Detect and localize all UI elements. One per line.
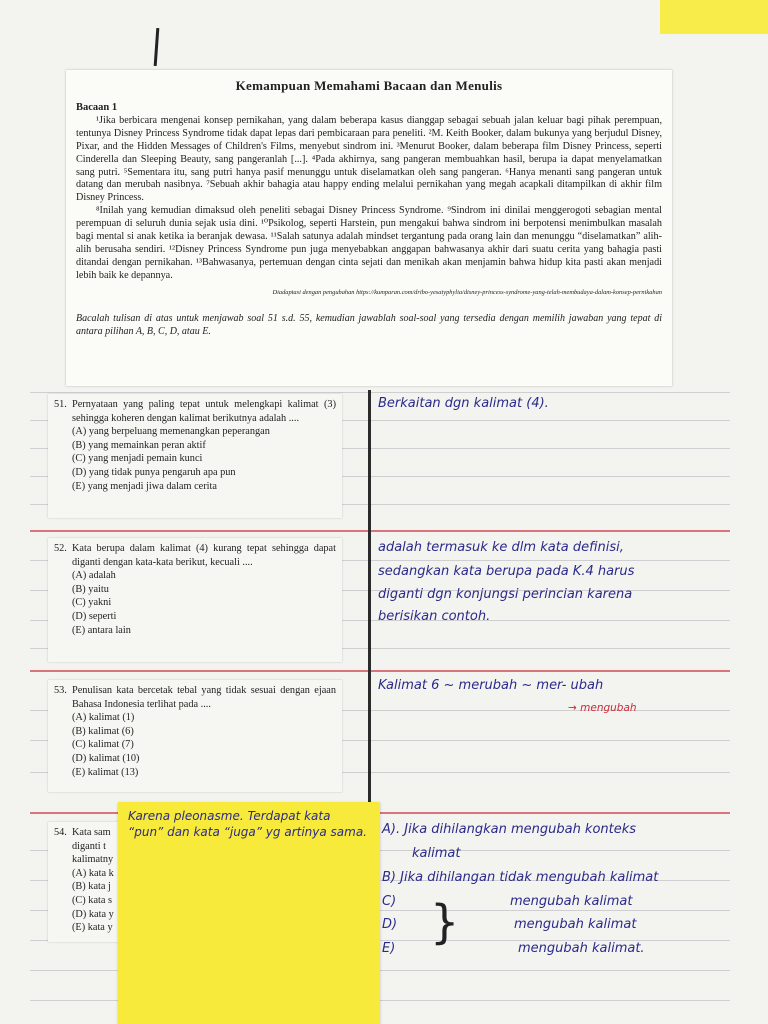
question-stem-line2: diganti t (72, 840, 107, 852)
handwritten-note-52-line1: adalah termasuk ke dlm kata definisi, (378, 540, 624, 555)
handwritten-note-53: Kalimat 6 ~ merubah ~ mer- ubah (378, 678, 604, 693)
option-c[interactable]: (C) yakni (72, 597, 112, 609)
handwritten-note-54-d: mengubah kalimat (514, 917, 637, 932)
reading-passage (66, 70, 672, 386)
handwritten-note-54-c-label: C) (382, 894, 397, 909)
margin-rule (368, 390, 371, 810)
handwritten-brace: } (430, 895, 460, 949)
handwritten-note-52-line4: berisikan contoh. (378, 609, 491, 624)
handwritten-note-54-d-label: D) (382, 917, 398, 932)
option-e[interactable]: (E) kalimat (13) (72, 766, 139, 778)
option-b[interactable]: (B) yang memainkan peran aktif (72, 439, 206, 451)
option-a[interactable]: (A) yang berpeluang memenangkan peperangan (72, 426, 270, 438)
question-number: 51. (54, 399, 67, 410)
option-d[interactable]: (D) kata y (72, 908, 114, 920)
question-stem: Kata berupa dalam kalimat (4) kurang tepat sehingga dapat diganti dengan kata-kata berikut, kecuali .... (72, 543, 336, 568)
question-number: 54. (54, 827, 67, 838)
question-51 (48, 394, 342, 518)
handwritten-note-52-line3: diganti dgn konjungsi perincian karena (378, 587, 633, 602)
option-d[interactable]: (D) yang tidak punya pengaruh apa pun (72, 466, 236, 478)
option-e[interactable]: (E) kata y (72, 922, 113, 934)
sticky-note-text: Karena pleonasme. Terdapat kata “pun” dan kata “juga” yg artinya sama. (128, 809, 367, 839)
option-b[interactable]: (B) kalimat (6) (72, 725, 134, 737)
handwritten-note-54-e-label: E) (382, 941, 396, 956)
passage-instruction: Bacalah tulisan di atas untuk menjawab soal 51 s.d. 55, kemudian jawablah soal-soal yang tersedia dengan memilih jawaban yang tepat di antara pilihan A, B, C, D, atau E. (76, 312, 662, 337)
handwritten-correction-53: → mengubah (568, 702, 637, 714)
question-stem-line1: Kata sam (72, 827, 111, 838)
passage-title: Kemampuan Memahami Bacaan dan Menulis (235, 78, 503, 93)
question-53 (48, 680, 342, 792)
passage-paragraph-2: ⁸Inilah yang kemudian dimaksud oleh peneliti sebagai Disney Princess Syndrome. ⁹Sindrom ini dinilai menggerogoti sebagian mental perempuan di seluruh dunia sejak usia dini. ¹⁰Psikolog, seperti Harstein, pun mengakui bahwa sindrom ini berpotensi menimbulkan masalah bagi mental si anak ketika ia beranjak dewasa. ¹¹Salah satunya adalah mindset tergantung pada orang lain dan menunggu “diselamatkan” alih-alih berusaha sendiri. ¹²Disney Princess Syndrome pun juga menyebabkan anggapan bahwasanya akhir dari suatu cerita yang bahagia pasti ditandai dengan pernikahan. ¹³Bahwasanya, pertemuan dengan cinta sejati dan menikah akan menjamin bahwa hidup kita pasti akan menjadi lebih baik ke depannya. (76, 205, 662, 281)
option-a[interactable]: (A) kalimat (1) (72, 712, 135, 724)
passage-source: Diadaptasi dengan pengubahan https://kumparan.com/dribo-yesatyphylia/disney-princess-syndrome-yang-telah-membudaya-dalam-konsep-pernikahan (272, 288, 662, 296)
question-number: 52. (54, 543, 67, 554)
sticky-note (118, 802, 380, 1024)
handwritten-note-54-a: A). Jika dihilangkan mengubah konteks (382, 822, 637, 837)
handwritten-note-54-a-cont: kalimat (412, 846, 461, 861)
option-a[interactable]: (A) kata k (72, 867, 114, 879)
option-c[interactable]: (C) kalimat (7) (72, 739, 134, 751)
passage-paragraph-1: ¹Jika berbicara mengenai konsep pernikahan, yang dalam beberapa kasus dianggap sebagai sebuah jalan keluar bagi pihak perempuan, tentunya Disney Princess Syndrome tidak dapat lepas dari pembicaraan para peneliti. ²M. Keith Booker, dalam bukunya yang berjudul Disney, Pixar, and the Hidden Messages of Children's Films, menyebut sindrom ini. ³Menurut Booker, dalam beberapa film Disney Princess, seperti Cinderella dan Sleeping Beauty, sang pangeranlah [...]. ⁴Pada akhirnya, sang pangeran membuahkan hasil, berupa ia dapat menyelamatkan sang putri. ⁵Sementara itu, sang putri hanya pasif menunggu untuk diselamatkan oleh sang pangeran. ⁶Hanya menanti sang pangeran untuk datang dan merubah nasibnya. ⁷Sebuah akhir bahagia atau happy ending melalui pernikahan yang megah acapkali ditampilkan di akhir film Disney Princess. (76, 114, 662, 204)
sticky-note-top (660, 0, 768, 34)
option-d[interactable]: (D) kalimat (10) (72, 752, 140, 764)
option-b[interactable]: (B) yaitu (72, 583, 109, 595)
pen-mark (154, 28, 160, 66)
question-52 (48, 538, 342, 662)
option-e[interactable]: (E) antara lain (72, 624, 131, 636)
handwritten-note-54-c: mengubah kalimat (510, 894, 633, 909)
option-d[interactable]: (D) seperti (72, 610, 117, 622)
handwritten-note-51: Berkaitan dgn kalimat (4). (378, 396, 549, 411)
option-c[interactable]: (C) kata s (72, 894, 113, 906)
passage-label: Bacaan 1 (76, 102, 118, 113)
question-stem: Pernyataan yang paling tepat untuk melengkapi kalimat (3) sehingga koheren dengan kalimat berikutnya adalah .... (72, 399, 336, 424)
option-c[interactable]: (C) yang menjadi pemain kunci (72, 453, 203, 465)
question-number: 53. (54, 685, 67, 696)
handwritten-note-52-line2: sedangkan kata berupa pada K.4 harus (378, 564, 635, 579)
handwritten-note-54-b: B) Jika dihilangan tidak mengubah kalimat (382, 870, 659, 885)
option-b[interactable]: (B) kata j (72, 881, 111, 893)
question-stem-line3: kalimatny (72, 854, 114, 866)
option-e[interactable]: (E) yang menjadi jiwa dalam cerita (72, 480, 217, 492)
question-stem: Penulisan kata bercetak tebal yang tidak sesuai dengan ejaan Bahasa Indonesia terlihat pada .... (72, 685, 336, 710)
option-a[interactable]: (A) adalah (72, 570, 116, 582)
handwritten-note-54-e: mengubah kalimat. (518, 941, 645, 956)
